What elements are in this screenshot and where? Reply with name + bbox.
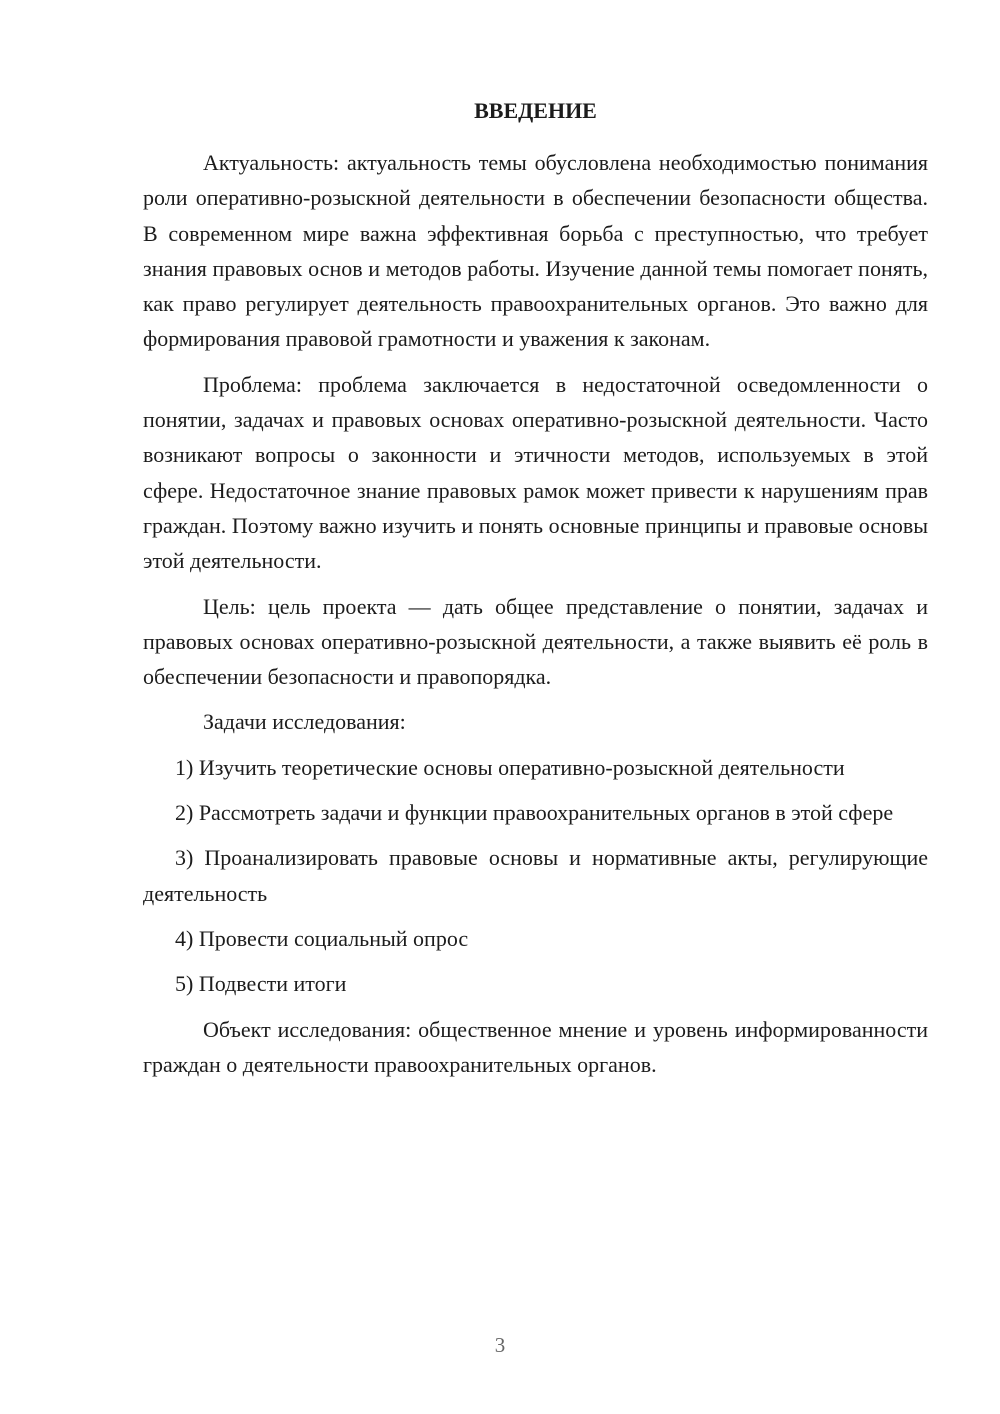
tasks-heading: Задачи исследования: [203, 709, 406, 735]
task-item-5: 5) Подвести итоги [175, 971, 347, 997]
task-item-4: 4) Провести социальный опрос [175, 925, 469, 951]
page-number: 3 [494, 1333, 506, 1357]
paragraph-relevance: Актуальность: актуальность темы обусловлена необходимостью понимания роли оперативно-розыскной деятельности в обеспечении безопасности общества. В современном мире важна эффективная борьба с преступностью, что требует знания правовых основ и методов работы. Изучение данной темы помогает понять, как право регулирует деятельность правоохранительных органов. Это важно для формирования правовой грамотности и уважения к законам. [143, 150, 928, 352]
section-title: ВВЕДЕНИЕ [474, 98, 597, 123]
task-item-1: 1) Изучить теоретические основы оперативно-розыскной деятельности [175, 754, 845, 780]
document-page [143, 95, 928, 1092]
task-item-3: 3) Проанализировать правовые основы и нормативные акты, регулирующие деятельность [143, 845, 928, 906]
paragraph-problem: Проблема: проблема заключается в недостаточной осведомленности о понятии, задачах и правовых основах оперативно-розыскной деятельности. Часто возникают вопросы о законности и этичности методов, используемых в этой сфере. Недостаточное знание правовых рамок может привести к нарушениям прав граждан. Поэтому важно изучить и понять основные принципы и правовые основы этой деятельности. [143, 371, 928, 574]
paragraph-object: Объект исследования: общественное мнение и уровень информированности граждан о деятельности правоохранительных органов. [143, 1016, 928, 1077]
paragraph-goal: Цель: цель проекта — дать общее представление о понятии, задачах и правовых основах оперативно-розыскной деятельности, а также выявить её роль в обеспечении безопасности и правопорядка. [143, 593, 928, 690]
task-item-2: 2) Рассмотреть задачи и функции правоохранительных органов в этой сфере [175, 800, 894, 826]
